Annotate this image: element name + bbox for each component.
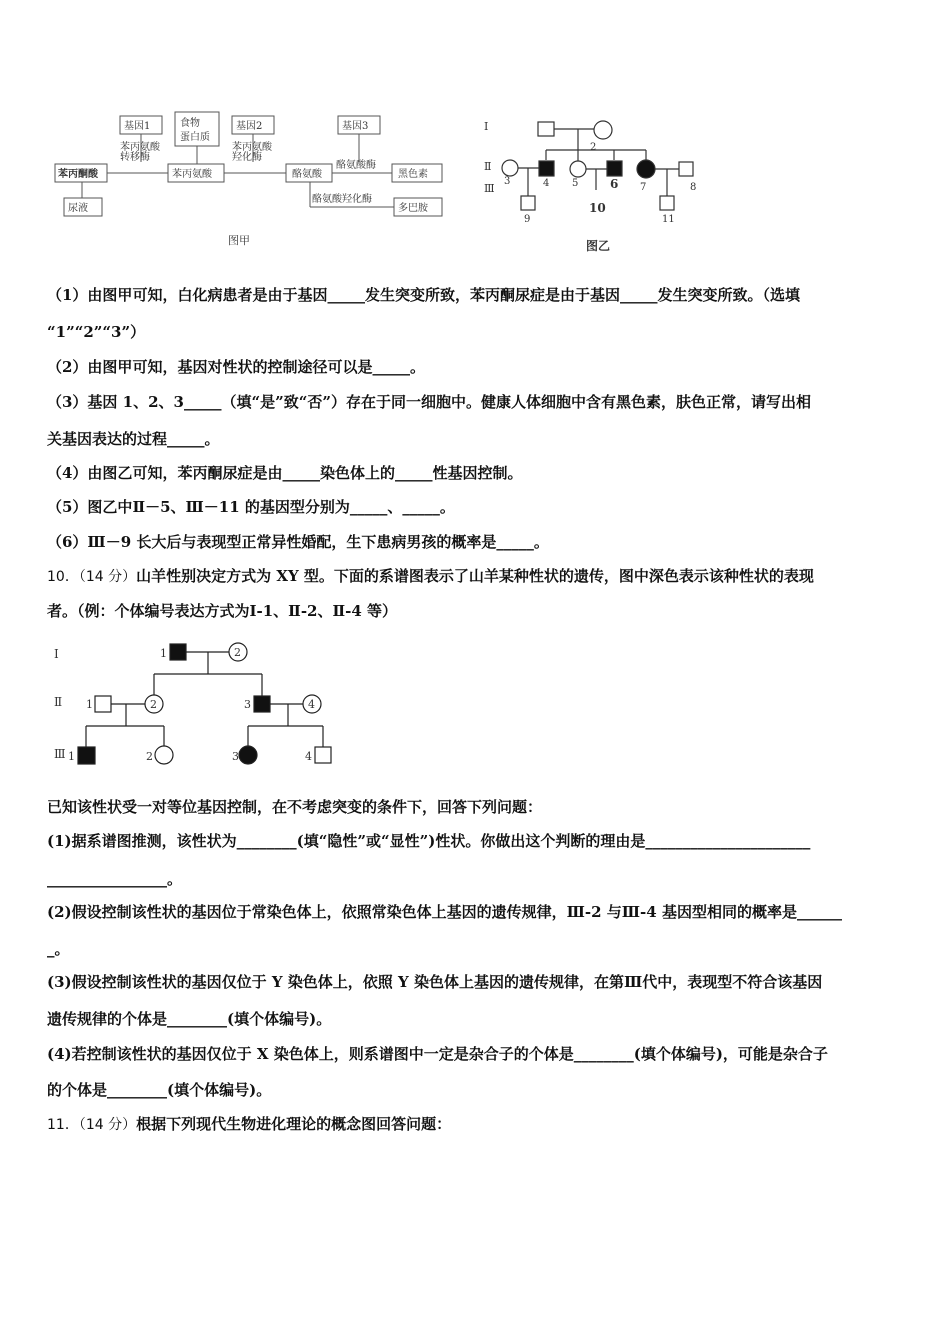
- ped-b-III9: [521, 196, 535, 210]
- ped-q10-label-II2: 2: [150, 698, 157, 711]
- ped-b-num-10: 10: [589, 201, 606, 215]
- q10-stem-line-1: [47, 565, 907, 588]
- ped-q10-label-III4: 4: [305, 750, 312, 763]
- ped-b-num-9: 9: [524, 214, 531, 225]
- q9-line-6: （4）由图乙可知，苯丙酮尿症是由_____染色体上的_____性基因控制。: [47, 464, 523, 482]
- pedigree-figure-b: [484, 120, 696, 253]
- q9-line-4: （3）基因 1、2、3_____（填“是”致“否”）存在于同一细胞中。健康人体细胞中含有黑色素，肤色正常，请写出相: [47, 393, 811, 411]
- ped-b-II6: [607, 161, 622, 176]
- box-phenylalanine: 苯丙氨酸: [172, 169, 212, 180]
- q10-line-2: ________________。: [47, 870, 183, 888]
- q10-line-1: (1)据系谱图推测，该性状为________(填“隐性”或“显性”)性状。你做出这个判断的理由是______________________: [47, 832, 811, 850]
- ped-b-I1: [538, 122, 554, 136]
- ped-q10-gen-2: Ⅱ: [54, 695, 63, 709]
- ped-b-I2: [594, 121, 612, 139]
- ped-q10-gen-1: Ⅰ: [54, 647, 59, 661]
- ped-b-num-8: 8: [690, 182, 697, 193]
- flowchart-labels: [58, 116, 428, 247]
- enzyme-3: 酪氨酸酶: [336, 160, 376, 171]
- ped-b-num-4: 4: [543, 178, 550, 189]
- ped-q10-label-I1: 1: [160, 647, 167, 660]
- enzyme-2b: 羟化酶: [232, 152, 262, 163]
- ped-b-II5: [570, 161, 586, 177]
- q9-line-3: （2）由图甲可知，基因对性状的控制途径可以是_____。: [47, 358, 425, 376]
- box-phenylpyruvate: 苯丙酮酸: [58, 169, 98, 180]
- ped-b-III11: [660, 196, 674, 210]
- box-gene2: 基因2: [236, 121, 263, 132]
- box-melanin: 黑色素: [398, 169, 428, 180]
- enzyme-2a: 苯丙氨酸: [232, 142, 272, 153]
- q10-line-6: 遗传规律的个体是________(填个体编号)。: [47, 1010, 332, 1028]
- ped-q10-III4: [315, 747, 331, 763]
- ped-q10-II3: [254, 696, 270, 712]
- ped-q10-label-III1: 1: [68, 750, 75, 763]
- gen-label-2: Ⅱ: [484, 160, 492, 173]
- pedigree-q10: [40, 636, 360, 776]
- box-food-protein: 食物: [180, 118, 200, 129]
- enzyme-1a: 苯丙氨酸: [120, 142, 160, 153]
- ped-b-num-7: 7: [640, 182, 647, 193]
- q11-stem: 根据下列现代生物进化理论的概念图回答问题：: [136, 1115, 452, 1133]
- q10-line-5: (3)假设控制该性状的基因仅位于 Y 染色体上，依照 Y 染色体上基因的遗传规律，在第Ⅲ代中，表现型不符合该基因: [47, 973, 823, 991]
- ped-b-num-3: 3: [504, 176, 511, 187]
- q10-stem-1: 山羊性别决定方式为 XY 型。下面的系谱图表示了山羊某种性状的遗传，图中深色表示该种性状的表现: [136, 567, 814, 585]
- box-gene1: 基因1: [124, 121, 151, 132]
- q9-line-2: “1”“2”“3”）: [47, 323, 146, 341]
- box-tyrosine: 酪氨酸: [292, 169, 322, 180]
- ped-b-num-11: 11: [662, 214, 675, 225]
- q11-number: 11．（14 分）: [47, 1117, 137, 1133]
- q9-line-7: （5）图乙中Ⅱ－5、Ⅲ－11 的基因型分别为_____、_____。: [47, 498, 455, 516]
- ped-q10-III3: [239, 746, 257, 764]
- gen-label-3: Ⅲ: [484, 182, 495, 195]
- q11-stem-line: [47, 1113, 907, 1136]
- ped-b-num-2: 2: [590, 142, 597, 153]
- q10-line-7: (4)若控制该性状的基因仅位于 X 染色体上，则系谱图中一定是杂合子的个体是________(填个体编号)，可能是杂合子: [47, 1045, 828, 1063]
- ped-b-II8: [679, 162, 693, 176]
- ped-q10-I1: [170, 644, 186, 660]
- q10-stem-line-2: 者。（例：个体编号表达方式为Ⅰ-1、Ⅱ-2、Ⅱ-4 等）: [47, 602, 398, 620]
- q10-line-8: 的个体是________(填个体编号)。: [47, 1081, 272, 1099]
- gen-label-1: Ⅰ: [484, 120, 489, 133]
- ped-q10-label-II3: 3: [244, 698, 251, 711]
- q10-intro: 已知该性状受一对等位基因控制，在不考虑突变的条件下，回答下列问题：: [47, 798, 543, 816]
- box-food-protein-2: 蛋白质: [180, 132, 210, 143]
- ped-q10-II1: [95, 696, 111, 712]
- ped-q10-label-II1: 1: [86, 698, 93, 711]
- ped-q10-III2: [155, 746, 173, 764]
- ped-b-II7: [637, 160, 655, 178]
- ped-q10-label-III2: 2: [146, 750, 153, 763]
- ped-q10-III1: [78, 747, 95, 764]
- caption-figure-b: 图乙: [586, 239, 611, 253]
- ped-b-num-6: 6: [610, 177, 619, 191]
- ped-q10-label-III3: 3: [232, 750, 239, 763]
- caption-figure-a: 图甲: [228, 234, 250, 247]
- ped-b-II3: [502, 160, 518, 176]
- ped-b-num-5: 5: [572, 178, 579, 189]
- ped-q10-label-II4: 4: [308, 698, 315, 711]
- box-urine: 尿液: [68, 203, 88, 214]
- q9-line-1: （1）由图甲可知，白化病患者是由于基因_____发生突变所致，苯丙酮尿症是由于基因_____发生突变所致。（选填: [47, 286, 800, 304]
- ped-b-II4: [539, 161, 554, 176]
- q10-line-4: _。: [47, 940, 70, 958]
- q10-line-3: (2)假设控制该性状的基因位于常染色体上，依照常染色体上基因的遗传规律，Ⅲ-2 与Ⅲ-4 基因型相同的概率是______: [47, 903, 842, 921]
- figure-top: [0, 78, 950, 268]
- q10-number: 10．（14 分）: [47, 569, 137, 585]
- enzyme-tyrosine-hydroxylase: 酪氨酸羟化酶: [312, 194, 372, 205]
- ped-q10-label-I2: 2: [234, 646, 241, 659]
- ped-q10-gen-3: Ⅲ: [54, 747, 66, 761]
- box-gene3: 基因3: [342, 121, 369, 132]
- q9-line-5: 关基因表达的过程_____。: [47, 430, 220, 448]
- q9-line-8: （6）Ⅲ－9 长大后与表现型正常异性婚配，生下患病男孩的概率是_____。: [47, 533, 549, 551]
- enzyme-1b: 转移酶: [120, 152, 150, 163]
- box-dopamine: 多巴胺: [398, 203, 428, 214]
